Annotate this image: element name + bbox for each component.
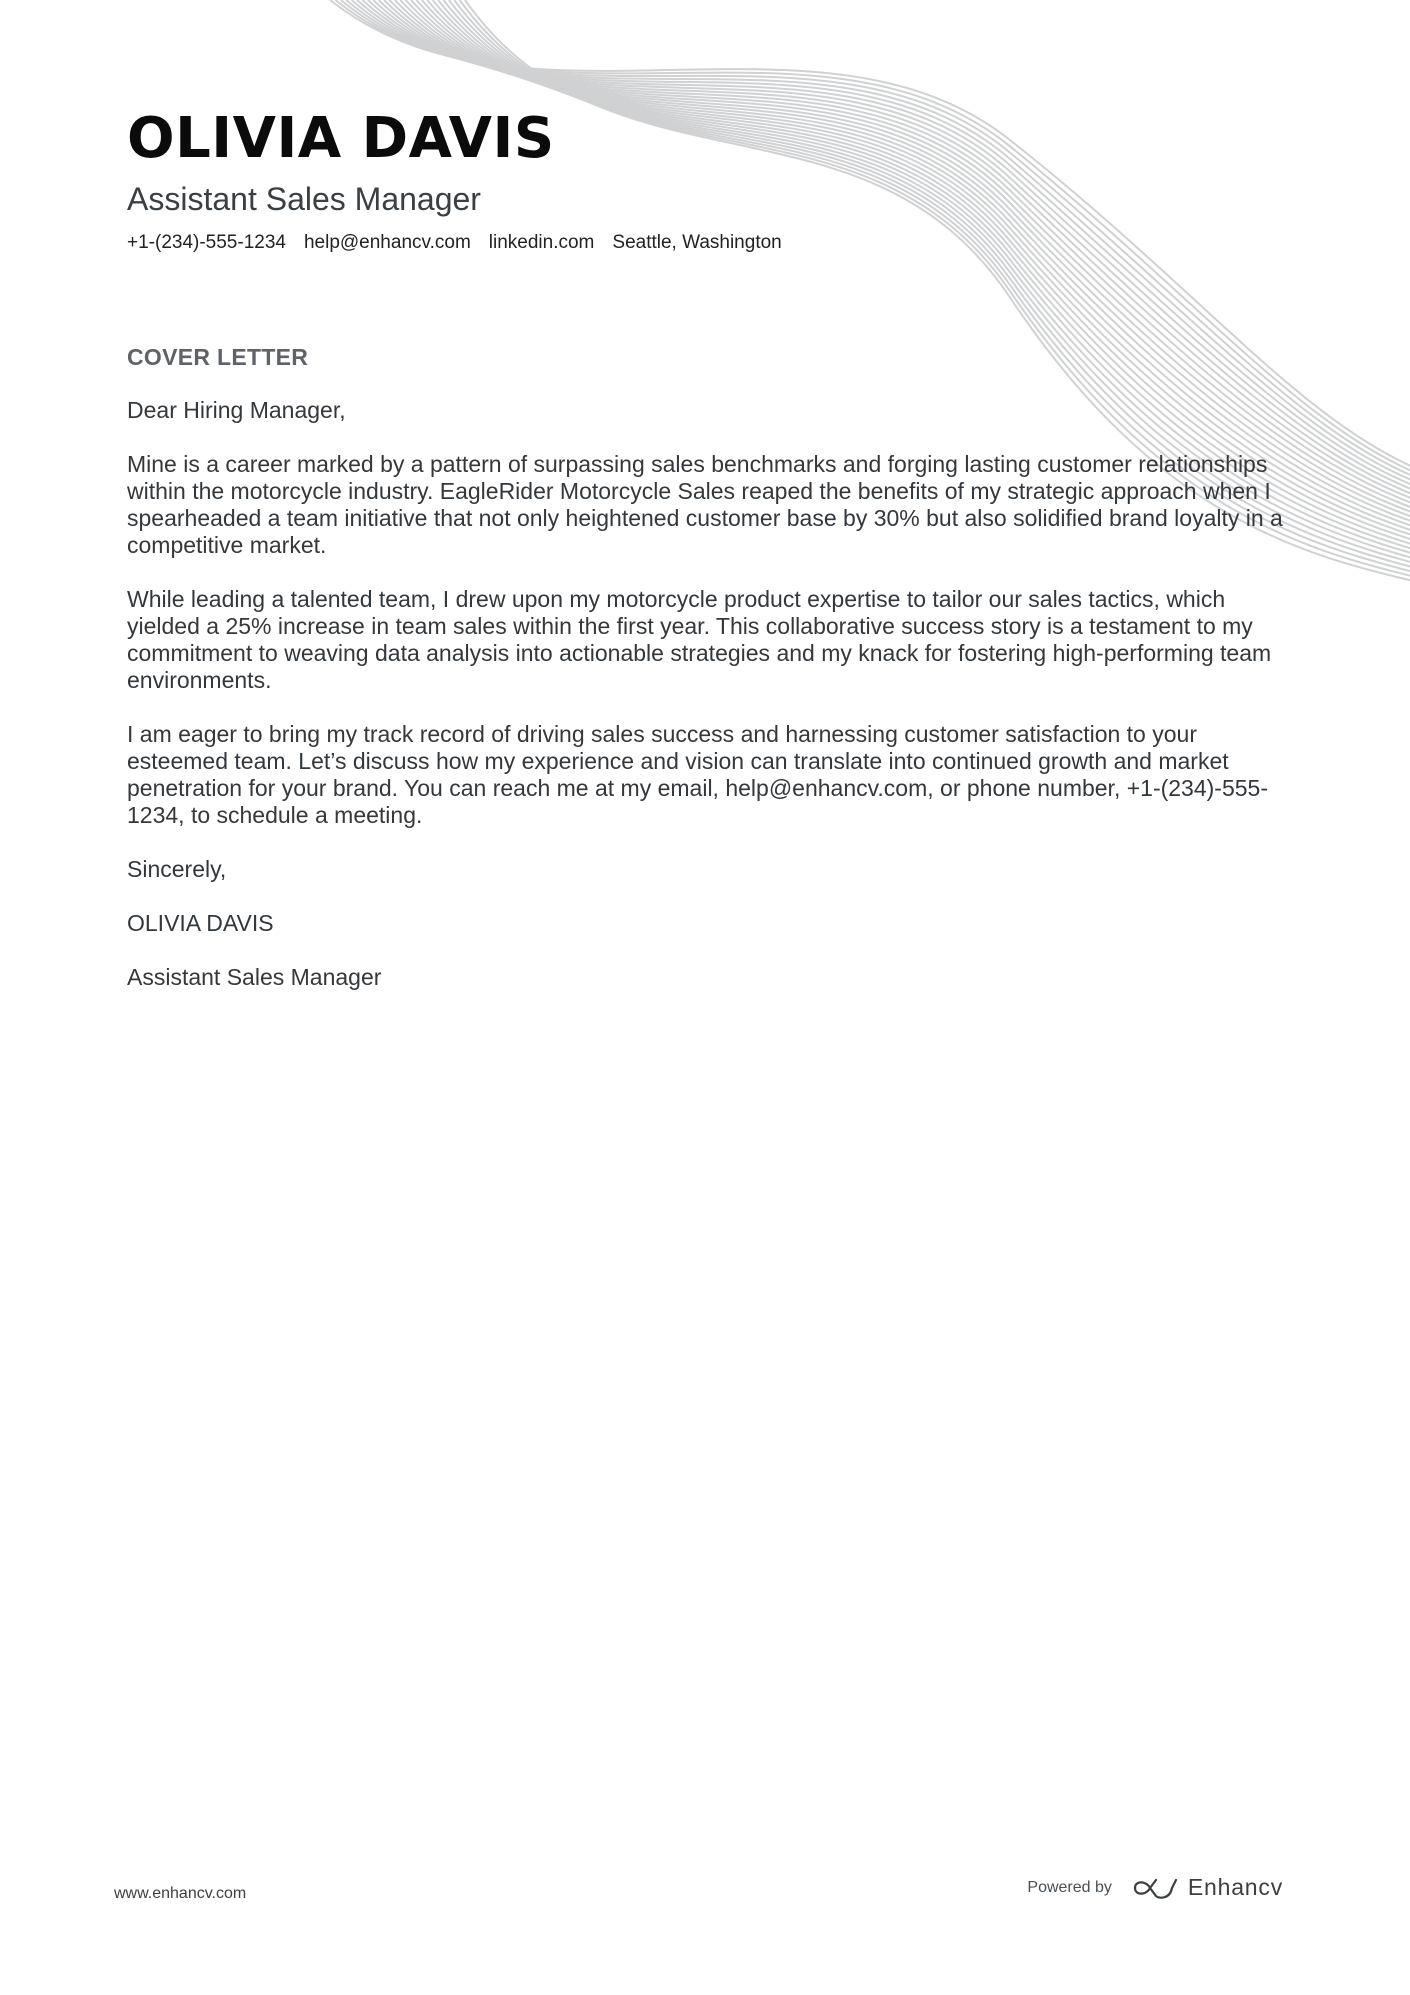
letter-greeting: Dear Hiring Manager, bbox=[127, 397, 346, 423]
letter-paragraph: Mine is a career marked by a pattern of surpassing sales benchmarks and forging lasting customer relationships within the motorcycle industry. EagleRider Motorcycle Sales reaped the benefits of my strategic approach when I spearheaded a team initiative that not only heightened customer base by 30% but also solidified brand loyalty in a competitive market. bbox=[127, 451, 1283, 558]
contact-phone: +1-(234)-555-1234 bbox=[127, 231, 286, 253]
contact-linkedin: linkedin.com bbox=[488, 231, 595, 253]
footer-brand bbox=[1027, 1874, 1283, 1901]
powered-by-label: Powered by bbox=[1027, 1878, 1112, 1896]
letter-paragraph: While leading a talented team, I drew upon my motorcycle product expertise to tailor our sales tactics, which yielded a 25% increase in team sales within the first year. This collaborative success story is a testament to my commitment to weaving data analysis into actionable strategies and my knack for fostering high-performing team environments. bbox=[127, 586, 1272, 693]
candidate-headline: Assistant Sales Manager bbox=[127, 180, 481, 217]
letter-paragraph: I am eager to bring my track record of driving sales success and harnessing customer satisfaction to your esteemed team. Let’s discuss how my experience and vision can translate into continued growth and market penetration for your brand. You can reach me at my email, help@enhancv.com, or phone number, +1-(234)-555-1234, to schedule a meeting. bbox=[127, 721, 1268, 828]
enhancv-logo-icon bbox=[1132, 1877, 1178, 1899]
signature-name: OLIVIA DAVIS bbox=[127, 910, 274, 936]
section-title: COVER LETTER bbox=[127, 344, 309, 370]
contact-email: help@enhancv.com bbox=[303, 231, 471, 253]
contact-location: Seattle, Washington bbox=[612, 231, 782, 253]
candidate-name: OLIVIA DAVIS bbox=[127, 106, 555, 171]
brand-name: Enhancv bbox=[1187, 1874, 1283, 1900]
letter-body bbox=[127, 397, 1287, 1018]
signature-title: Assistant Sales Manager bbox=[127, 964, 382, 990]
contact-info bbox=[127, 232, 1287, 254]
footer-website: www.enhancv.com bbox=[114, 1885, 247, 1902]
resume-header bbox=[127, 108, 1287, 254]
letter-closing: Sincerely, bbox=[127, 856, 227, 882]
brand-logo bbox=[1132, 1874, 1283, 1901]
